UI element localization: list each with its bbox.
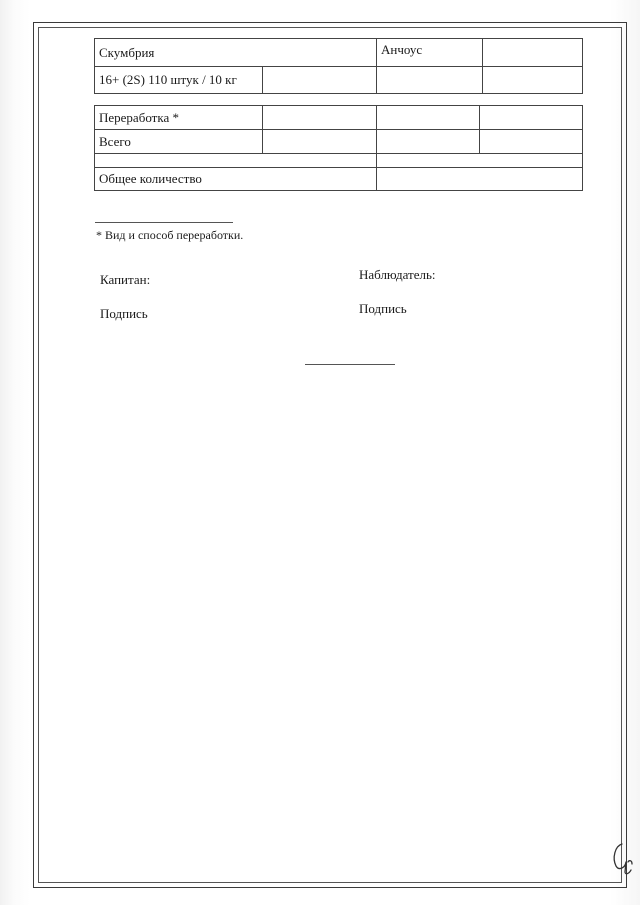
table-cell xyxy=(377,154,583,168)
observer-label: Наблюдатель: xyxy=(359,267,436,282)
total-label-cell: Всего xyxy=(95,130,263,154)
table-cell xyxy=(263,106,377,130)
species-cell-anchovy: Анчоус xyxy=(377,39,483,67)
table-cell xyxy=(483,39,583,67)
table-cell xyxy=(377,130,480,154)
table-cell xyxy=(483,67,583,94)
page-initials-scribble xyxy=(608,838,636,878)
grand-total-value-cell xyxy=(377,168,583,191)
processing-label-cell: Переработка * xyxy=(95,106,263,130)
observer-signature-label: Подпись xyxy=(359,301,407,316)
table-cell xyxy=(263,130,377,154)
captain-signature-label: Подпись xyxy=(100,306,148,321)
captain-label: Капитан: xyxy=(100,272,151,287)
table-row xyxy=(95,67,583,94)
table-cell xyxy=(377,106,480,130)
table-row xyxy=(95,39,583,67)
table-cell xyxy=(480,106,583,130)
table-cell xyxy=(95,154,377,168)
table-row xyxy=(95,154,583,168)
species-table xyxy=(94,38,583,94)
table-cell xyxy=(263,67,377,94)
processing-table xyxy=(94,105,583,191)
table-cell xyxy=(480,130,583,154)
footnote-text: * Вид и способ переработки. xyxy=(96,228,244,242)
grand-total-label-cell: Общее количество xyxy=(95,168,377,191)
size-category-cell: 16+ (2S) 110 штук / 10 кг xyxy=(95,67,263,94)
species-cell-mackerel: Скумбрия xyxy=(95,39,377,67)
footnote-divider xyxy=(95,222,233,223)
table-cell xyxy=(377,67,483,94)
table-row xyxy=(95,168,583,191)
table-row xyxy=(95,106,583,130)
table-row xyxy=(95,130,583,154)
end-of-document-rule xyxy=(305,364,395,365)
